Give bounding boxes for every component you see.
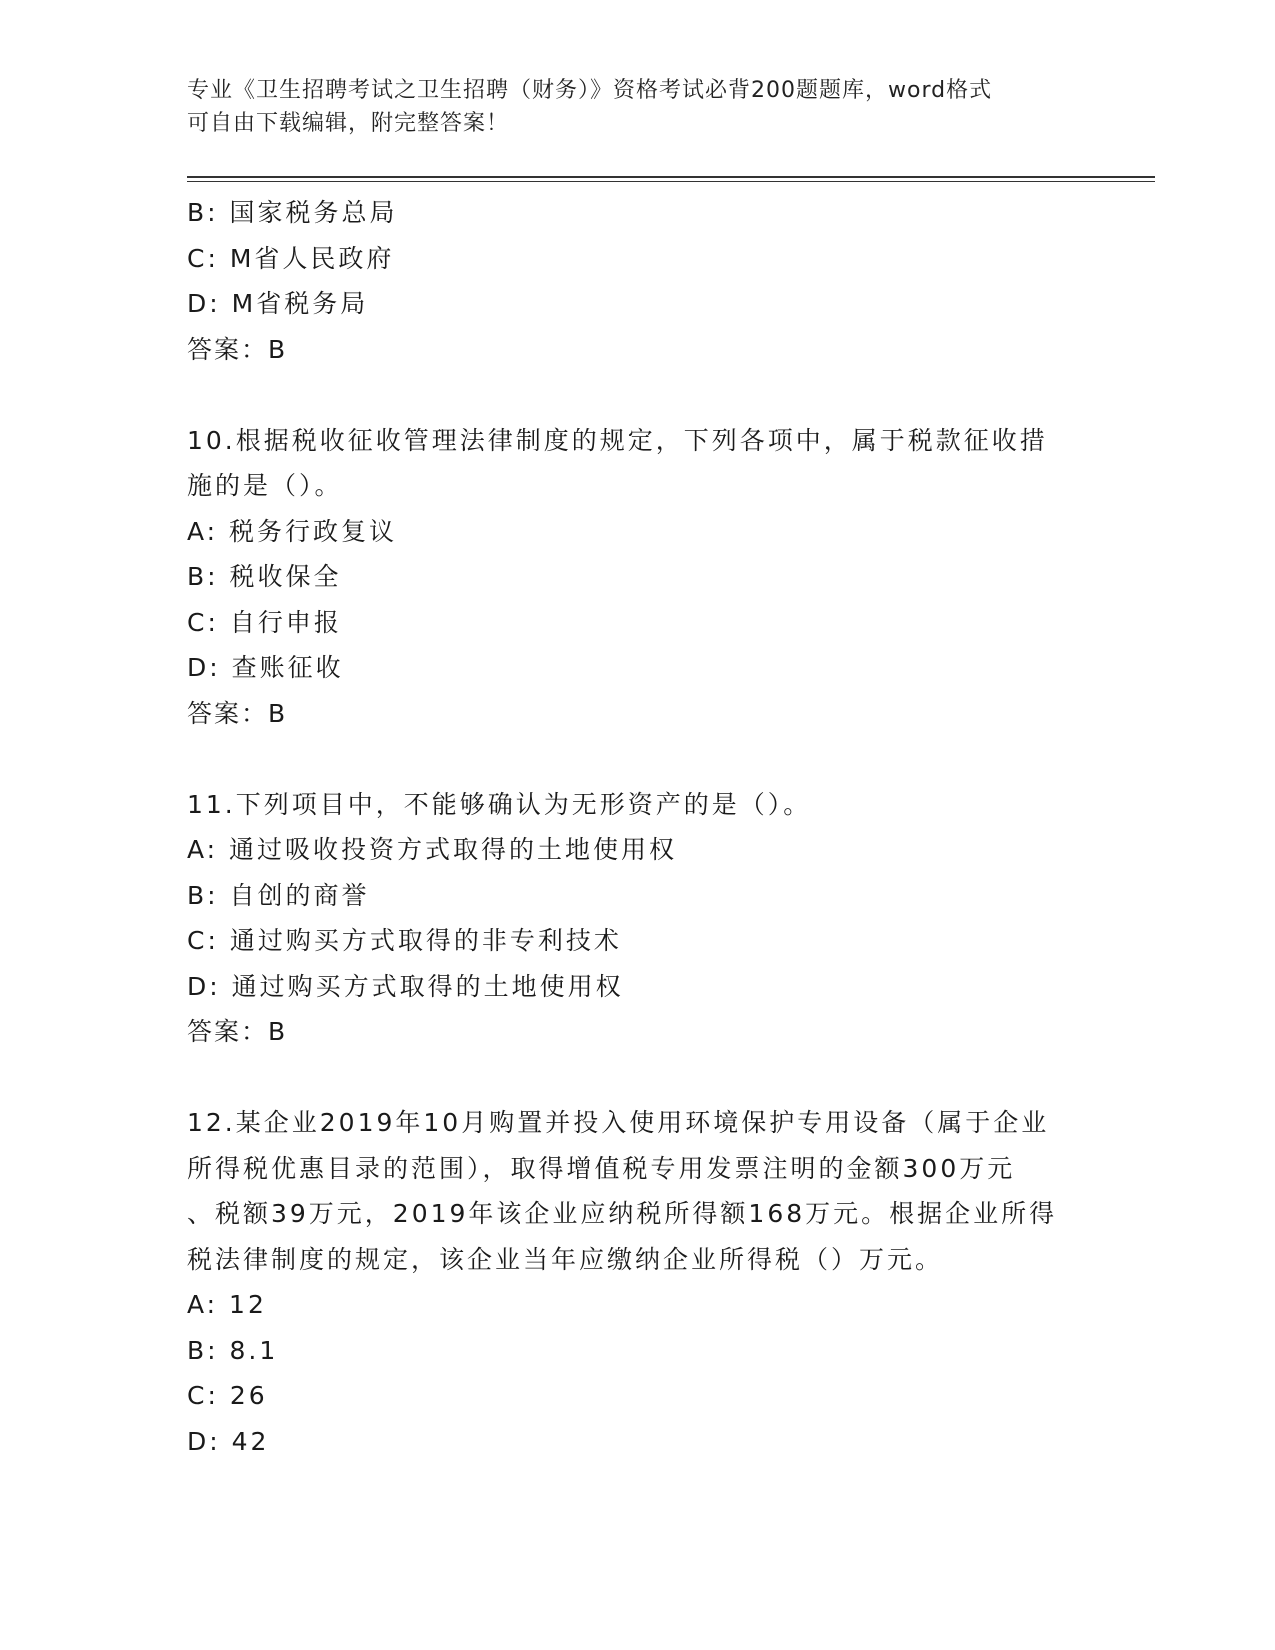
question-12-stem-line-2: 所得税优惠目录的范围），取得增值税专用发票注明的金额300万元 [187, 1153, 1016, 1183]
header-divider-bottom [187, 181, 1155, 182]
question-12-option-c: C: 26 [187, 1381, 268, 1410]
question-list [187, 190, 1107, 1464]
question-9-answer: 答案：B [187, 334, 288, 364]
question-10-option-a: A: 税务行政复议 [187, 516, 398, 546]
question-9-option-b: B: 国家税务总局 [187, 198, 398, 227]
question-11-option-a: A: 通过吸收投资方式取得的土地使用权 [187, 835, 678, 864]
question-11-stem-line-1: 11.下列项目中，不能够确认为无形资产的是（）。 [187, 789, 812, 819]
question-9-option-c: C: M省人民政府 [187, 243, 395, 273]
question-10 [187, 418, 1107, 737]
question-11-option-d: D: 通过购买方式取得的土地使用权 [187, 971, 624, 1001]
header-divider-top [187, 176, 1155, 178]
question-12-option-b: B: 8.1 [187, 1335, 279, 1365]
question-12-option-d: D: 42 [187, 1426, 270, 1456]
question-12-stem-line-3: 、税额39万元，2019年该企业应纳税所得额168万元。根据企业所得 [187, 1199, 1058, 1228]
question-10-option-c: C: 自行申报 [187, 607, 342, 637]
question-11-option-c: C: 通过购买方式取得的非专利技术 [187, 926, 622, 955]
question-11-answer: 答案：B [187, 1017, 288, 1046]
question-9-continued [187, 190, 1107, 372]
question-12 [187, 1100, 1107, 1464]
question-12-stem-line-4: 税法律制度的规定，该企业当年应缴纳企业所得税（）万元。 [187, 1244, 944, 1274]
question-spacer [187, 736, 1107, 782]
document-header [187, 74, 1067, 140]
question-10-stem-line-2: 施的是（）。 [187, 471, 343, 500]
question-10-option-d: D: 查账征收 [187, 653, 344, 682]
question-12-option-a: A: 12 [187, 1290, 267, 1319]
question-spacer [187, 372, 1107, 418]
header-title-line-1: 专业《卫生招聘考试之卫生招聘（财务）》资格考试必背200题题库，word格式 [187, 78, 993, 103]
header-title-line-2: 可自由下载编辑，附完整答案！ [187, 111, 510, 136]
question-10-stem-line-1: 10.根据税收征收管理法律制度的规定，下列各项中，属于税款征收措 [187, 425, 1048, 455]
question-10-answer: 答案：B [187, 698, 288, 728]
question-12-stem-line-1: 12.某企业2019年10月购置并投入使用环境保护专用设备（属于企业 [187, 1108, 1050, 1137]
question-11 [187, 782, 1107, 1055]
question-9-option-d: D: M省税务局 [187, 289, 369, 318]
question-10-option-b: B: 税收保全 [187, 562, 342, 591]
question-spacer [187, 1055, 1107, 1101]
question-11-option-b: B: 自创的商誉 [187, 880, 370, 910]
